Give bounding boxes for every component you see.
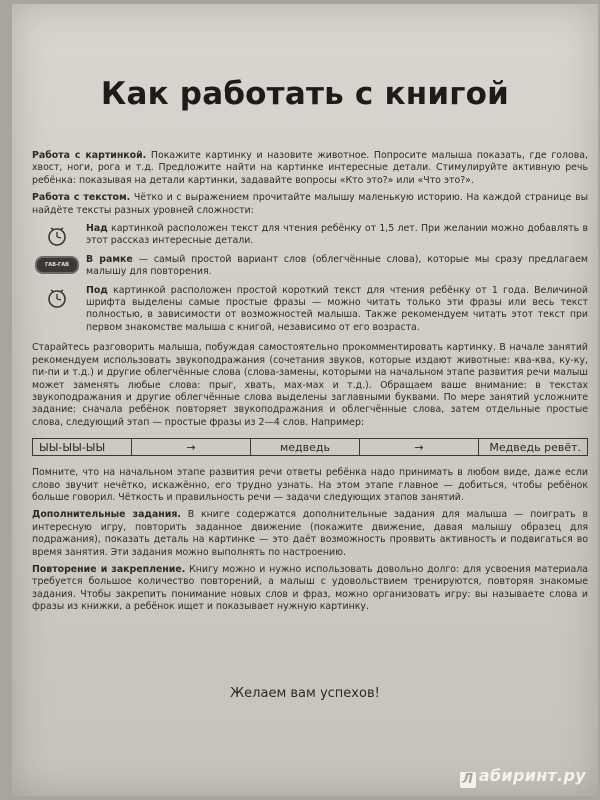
picture-text: Покажите картинку и назовите животное. Попросите малыша показать, где голова, хвост, ноги, рога и т.д. Предложите найти на картинке интересные детали. Стимулируйте активную речь ребёнка: показывая на детали картинки, задавайте вопросы «Кто это?» или «Что это?». <box>32 150 588 186</box>
clock-icon <box>32 285 82 309</box>
level-above-bold: Над <box>86 223 108 235</box>
extra-heading: Дополнительные задания. <box>32 509 181 521</box>
page-content <box>32 150 588 619</box>
pill-frame-icon <box>32 254 82 274</box>
level-row-above <box>32 223 588 248</box>
chain-arrow-1: → <box>132 438 250 456</box>
repeat-text: Книгу можно и нужно использовать довольно долго: для усвоения материала требуется большое количество повторений, а малыш с удовольствием тренируются, повторяя знакомые задания. Чтобы закрепить понимание новых слов и фраз, можно организовать игру: вы называете слова и фразы из книжки, а ребёнок ищет и показывает нужную картинку. <box>32 563 588 613</box>
clock-icon <box>32 223 82 247</box>
level-below-text: картинкой расположен простой короткий текст для чтения ребёнку от 1 года. Величиной шрифта выделены самые простые фразы — можно читать только эти фразы или весь текст полностью, в зависимости от возможностей малыша. Также рекомендуем читать этот текст при первом знакомстве малыша с книгой, независимо от его возраста. <box>86 284 588 333</box>
chain-step-3: Медведь ревёт. <box>478 438 588 456</box>
book-page <box>12 4 598 796</box>
speech-chain <box>32 437 588 457</box>
talk-paragraph: Старайтесь разговорить малыша, побуждая самостоятельно прокомментировать картинку. В начале занятий рекомендуем использовать звукоподражания (сочетания звуков, которые издают животные: ква-ква, ку-ку, пи-пи и т.д.) и другие облегчённые слова (слова-замены, которыми на начальном этапе развития речи малыш может заменять любые слова: прыг, хвать, мах-мах и т.д.). Обращаем ваше внимание: в текстах звукоподражания и другие облегчённые слова выделены заглавными буквами. По мере занятий усложните задание: сначала ребёнок повторяет звукоподражания и облегчённые слова, затем отдельные простые слова, следующий этап — простые фразы из 2—4 слов. Например: <box>32 342 588 428</box>
extra-text: В книге содержатся дополнительные задания для малыша — поиграть в интересную игру, повторить заданное движение (покажите движение, давая малышу образец для подражания), показать деталь на картинке — это даёт возможность проявить активность и подвигаться во время занятия. Эти задания можно выполнять по настроению. <box>32 509 588 558</box>
extra-section <box>32 509 588 559</box>
page-title: Как работать с книгой <box>100 76 510 112</box>
level-below-bold: Под <box>86 284 108 296</box>
watermark <box>460 766 586 788</box>
repeat-heading: Повторение и закрепление. <box>32 563 186 575</box>
chain-step-1: ЫЫ-ЫЫ-ЫЫ <box>32 438 132 456</box>
pill-label: ГАВ-ГАВ <box>35 256 79 274</box>
repeat-section <box>32 564 588 614</box>
text-section <box>32 192 588 217</box>
picture-heading: Работа с картинкой. <box>32 150 147 161</box>
level-frame-text: — самый простой вариант слов (облегчённые слова), которые мы сразу предлагаем малышу для повторения. <box>86 253 588 278</box>
watermark-logo-icon: Л <box>460 772 476 788</box>
remember-paragraph: Помните, что на начальном этапе развития речи ответы ребёнка надо принимать в любом виде, даже если слово звучит нечётко, искажённо, его трудно узнать. На этом этапе главное — добиться, чтобы ребёнок больше говорил. Чёткость и правильность речи — задачи следующих этапов занятий. <box>32 467 588 503</box>
chain-step-2: медведь <box>250 438 360 456</box>
closing-wish: Желаем вам успехов! <box>230 686 380 701</box>
text-heading: Работа с текстом. <box>32 192 131 204</box>
level-frame-bold: В рамке <box>86 253 133 265</box>
picture-section <box>32 150 588 187</box>
level-row-frame <box>32 254 588 279</box>
level-above-text: картинкой расположен текст для чтения ребёнку от 1,5 лет. При желании можно добавлять в этот рассказ интересные детали. <box>86 223 588 247</box>
watermark-text: абиринт.ру <box>478 766 586 785</box>
chain-arrow-2: → <box>360 438 478 456</box>
level-row-below <box>32 285 588 335</box>
text-text: Чётко и с выражением прочитайте малышу маленькую историю. На каждой странице вы найдёте тексты разных уровней сложности: <box>32 192 588 216</box>
